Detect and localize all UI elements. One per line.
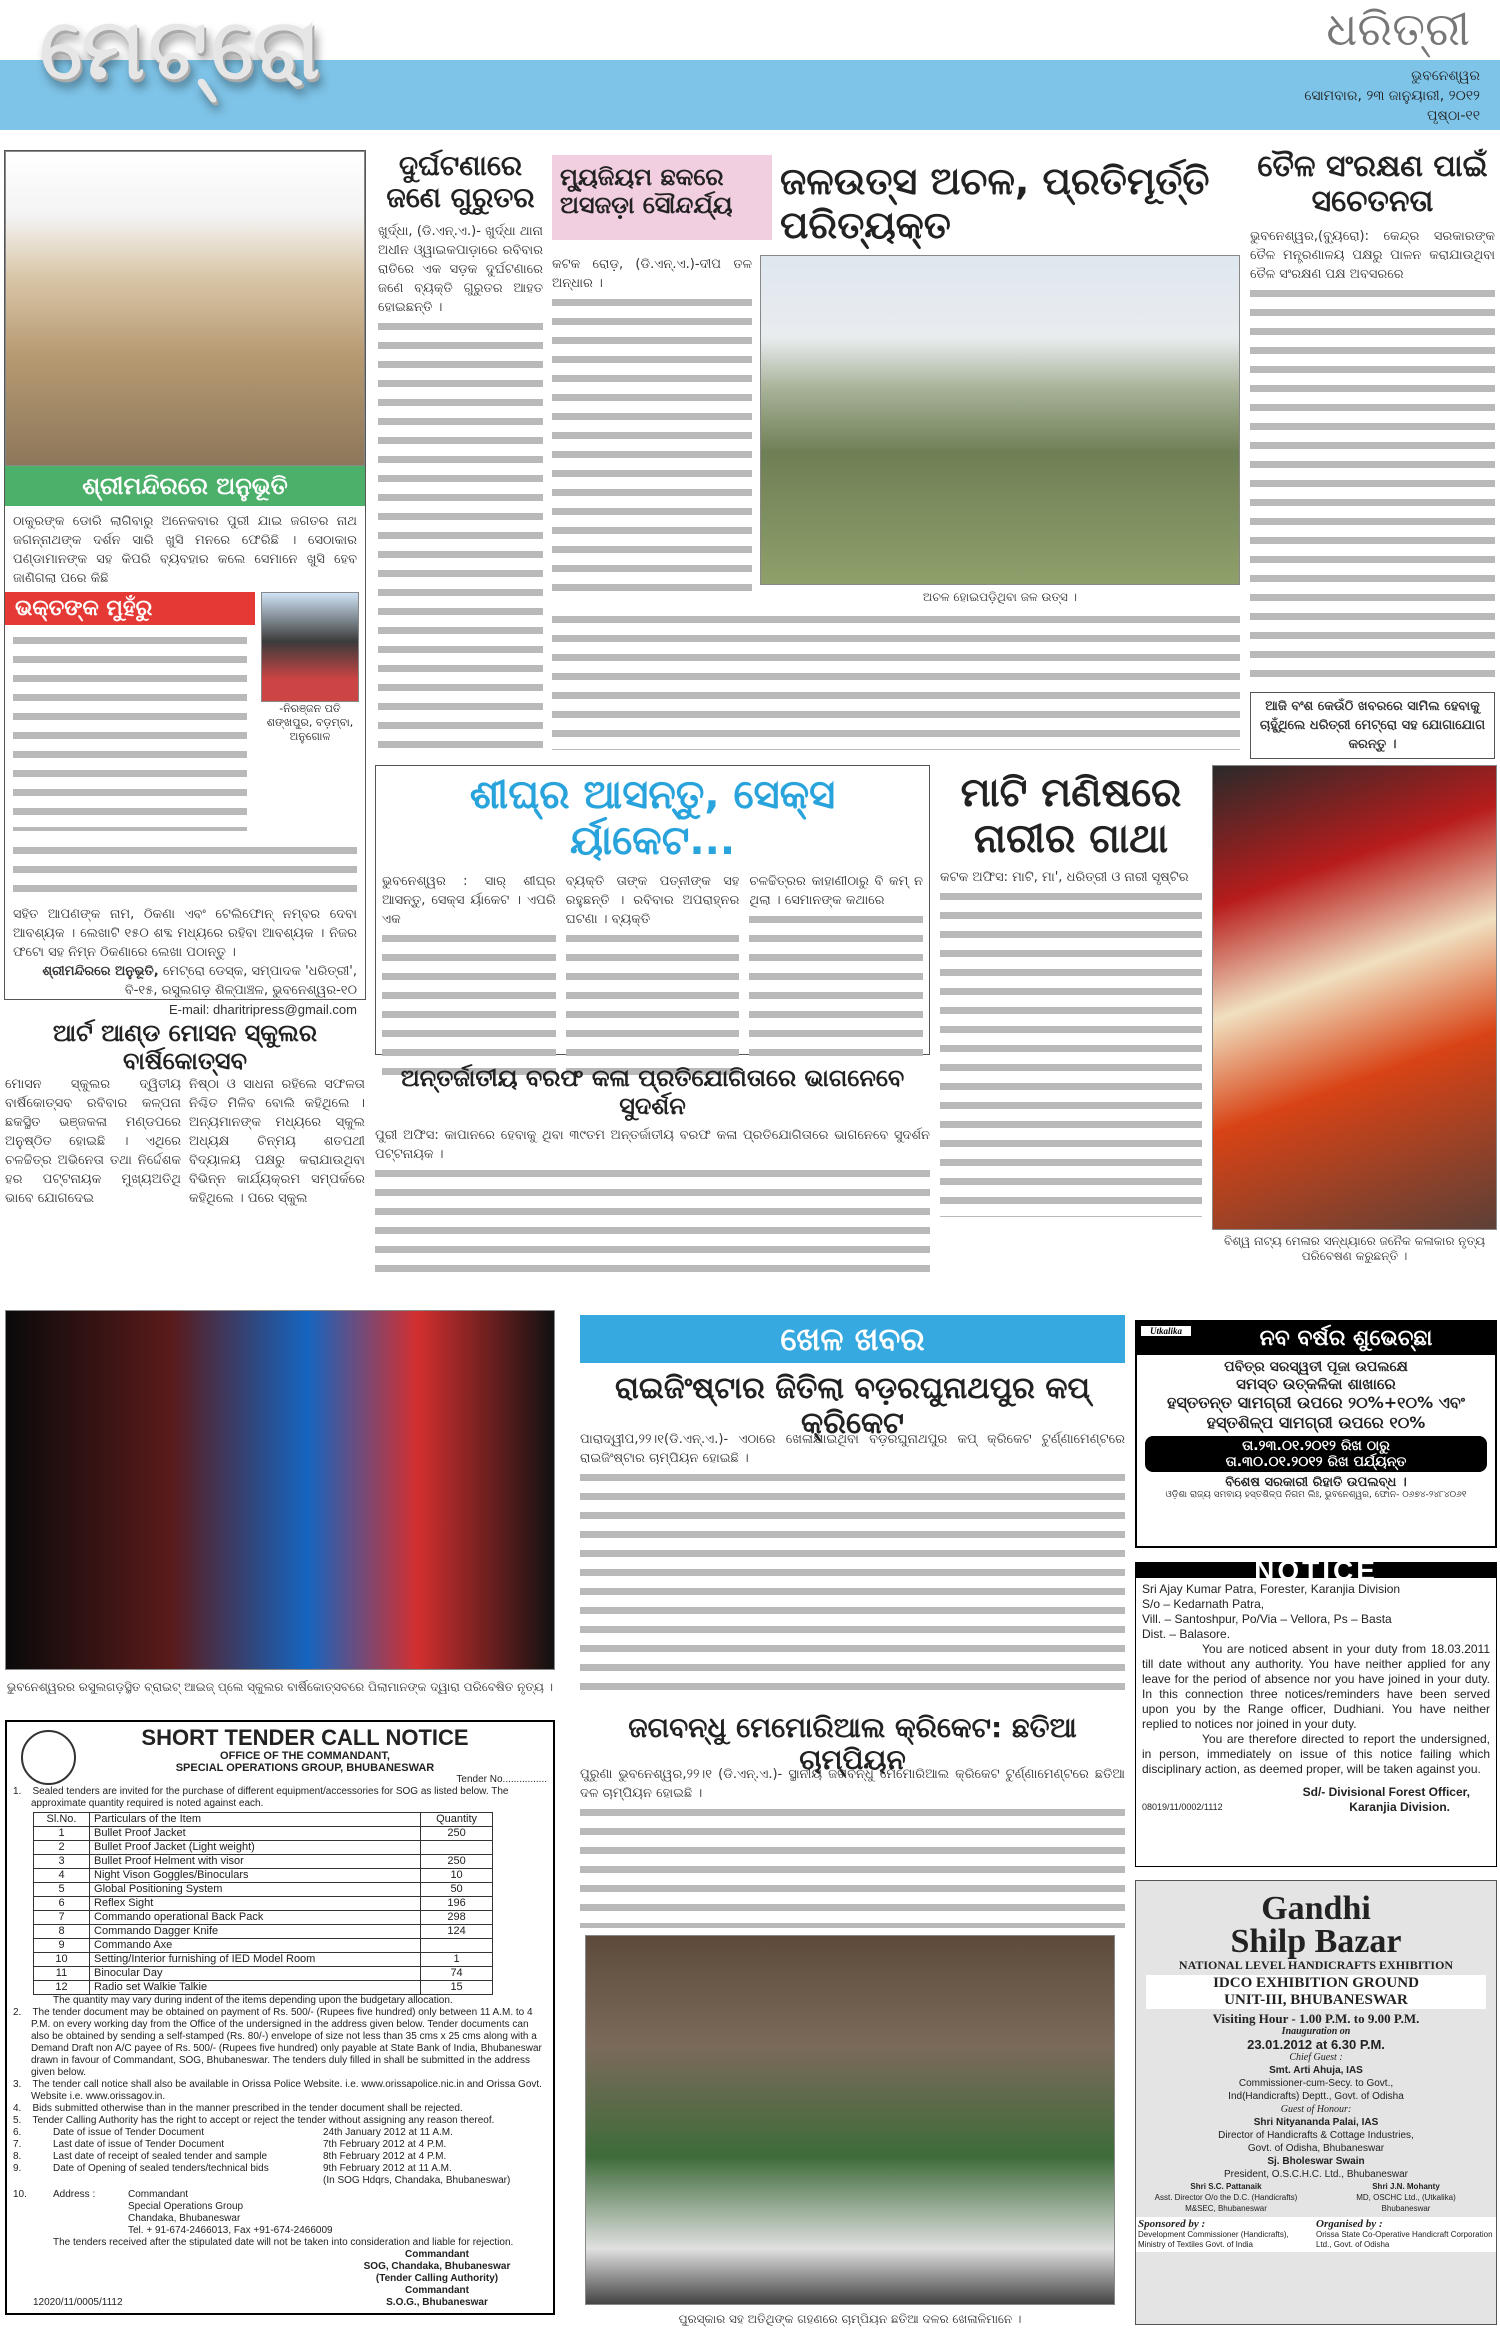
fountain-photo [760,255,1240,585]
date-label: Date of Opening of sealed tenders/technical bids [53,2163,269,2174]
address-line: Tel. + 91-674-2466013, Fax +91-674-2466009 [128,2225,333,2236]
table-cell: 7 [34,1911,90,1925]
address-line2: ବି-୧୫, ରସୁଲଗଡ଼ ଶିଳ୍ପାଞ୍ଚଳ, ଭୁବନେଶ୍ୱର-୧୦ [124,983,357,998]
school-headline: ଆର୍ଟ ଆଣ୍ଡ ମୋସନ ସ୍କୁଲର ବାର୍ଷିକୋତ୍ସବ [52,1019,318,1075]
late-note: The tenders received after the stipulated date will not be taken into consideration and liable for rejection. [53,2237,514,2248]
table-cell: 50 [421,1883,493,1897]
sports-article-1 [580,1430,1125,1698]
sports-article-2 [580,1765,1125,1928]
table-cell: 3 [34,1855,90,1869]
ad-subtitle: NATIONAL LEVEL HANDICRAFTS EXHIBITION [1178,1958,1454,1972]
photo-caption: ଅଚଳ ହୋଇପଡ଼ିଥିବା ଜଳ ଉତ୍ସ । [922,590,1078,604]
article-accident [378,150,543,757]
table-row [34,1939,493,1953]
school-caption: ଭୁବନେଶ୍ୱରର ରସୁଲଗଡ଼ସ୍ଥିତ ବ୍ରାଇଟ୍ ଆଇଜ୍ ପ୍ଲେ ସ୍କୁଲର ବାର୍ଷିକୋତ୍ସବରେ ପିଲାମାନଙ୍କ ଦ୍ୱାରା ପରିବେଷିତ ନୃତ୍ୟ । [6,1680,554,1694]
column-header: Sl.No. [34,1813,90,1827]
guest-role: Asst. Director O/o the D.C. (Handicrafts) [1154,2193,1298,2202]
table-cell: Binocular Day [90,1967,421,1981]
paper-logo: ଧରିତ୍ରୀ [1326,2,1470,56]
organiser: Orissa State Co-Operative Handicraft Corporation Ltd., Govt. of Odisha [1316,2230,1493,2249]
table-cell: Night Vison Goggles/Binoculars [90,1869,421,1883]
address-rest: ମେଟ୍ରୋ ଡେସ୍କ, ସମ୍ପାଦକ 'ଧରିତ୍ରୀ', [162,964,357,979]
table-row [34,1925,493,1939]
ad-line: ବିଶେଷ ସରକାରୀ ରିହାତି ଉପଲବ୍ଧ । [1225,1475,1407,1490]
addressee-line: Dist. – Balasore. [1142,1627,1231,1641]
guest-role: Govt. of Odisha, Bhubaneswar [1247,2143,1385,2154]
lead: କଟକ ରୋଡ଼, (ଡି.ଏନ୍.ଏ.)-ଦୀପ ତଳ ଅନ୍ଧାର । [552,257,752,291]
guest-role: Commissioner-cum-Secy. to Govt., [1238,2078,1394,2089]
address-label: Address : [53,2189,96,2200]
author-photo [261,592,359,702]
table-cell: 250 [421,1855,493,1869]
table-cell: Setting/Interior furnishing of IED Model Room [90,1953,421,1967]
headline: ମାଟି ମଣିଷରେ ନାରୀର ଗାଥା [960,770,1182,862]
headline: ଦୁର୍ଘଟଣାରେ ଜଣେ ଗୁରୁତର [386,149,535,215]
table-cell: Commando Axe [90,1939,421,1953]
table-cell: Reflex Sight [90,1897,421,1911]
table-cell: 5 [34,1883,90,1897]
body [378,317,543,757]
notice-ref: 08019/11/0002/1112 [1142,1802,1223,1812]
addressee-line: Sri Ajay Kumar Patra, Forester, Karanjia Division [1142,1582,1401,1596]
table-cell: 1 [421,1953,493,1967]
addressee-line: S/o – Kedarnath Patra, [1142,1597,1265,1611]
table-row [34,1911,493,1925]
museum-headline: ଜଳଉତ୍ସ ଅଚଳ, ପ୍ରତିମୂର୍ତ୍ତି ପରିତ୍ୟକ୍ତ [780,159,1210,247]
clause: The tender document may be obtained on payment of Rs. 500/- (Rupees five hundred) only between 11 A.M. to 4 P.M. on every working day from the Office of the undersigned in the address given below. Tender documents can also be obtained by sending a self-stamped (Rs. 80/-) envelope of size not less than 35 cms x 25 cms along with a Demand Draft non A/C payee of Rs. 500/- (Rupees five hundred) only payable at State Bank of India, Bhubaneswar drawn in favour of Commandant, SOG, Bhubaneswar. The tenders duly filled in shall be submitted in the address given below. [31,2007,542,2078]
date-row: 9. Date of Opening of sealed tenders/technical bids 9th February 2012 at 11 A.M. [13,2163,452,2174]
table-cell: Bullet Proof Jacket (Light weight) [90,1841,421,1855]
clause: Tender Calling Authority has the right to accept or reject the tender without assigning any reason thereof. [32,2115,495,2126]
date-row: 7. Last date of issue of Tender Document 7th February 2012 at 4 P.M. [13,2139,447,2150]
inaug-label: Inauguration on [1281,2026,1351,2037]
office-2: SPECIAL OPERATIONS GROUP, BHUBANESWAR [175,1762,435,1774]
table-cell: Global Positioning System [90,1883,421,1897]
utkalika-ad [1135,1320,1497,1548]
qty-note: The quantity may vary during indent of the items depending upon the budgetary allocation. [53,1995,453,2006]
headline: ଶୀଘ୍ର ଆସନ୍ତୁ, ସେକ୍ସ ର୍ୟାକେଟ... [469,772,836,864]
col-1: ମୋସନ ସ୍କୁଲର ଦ୍ୱିତୀୟ ବାର୍ଷିକୋତ୍ସବ ରବିବାର କଳ୍ପନା ଛକସ୍ଥିତ ଭଞ୍ଜକଳା ମଣ୍ଡପରେ ଅନୁଷ୍ଠିତ ହୋଇଛି । ଏଥିରେ ଚଳଚ୍ଚିତ୍ର ଅଭିନେତା ତଥା ନିର୍ଦ୍ଦେଶକ ହର ପଟ୍ଟନାୟକ ମୁଖ୍ୟଅତିଥି ଭାବେ ଯୋଗଦେଇ [5,1077,181,1206]
table-cell: 8 [34,1925,90,1939]
lead: ପୁରୀ ଅଫିସ: କାପାନରେ ହେବାକୁ ଥିବା ୩୯ତମ ଅନ୍ତର୍ଜାତୀୟ ବରଫ କଳା ପ୍ରତିଯୋଗିତାରେ ଭାଗନେବେ ସୁଦର୍ଶନ ପଟ୍ଟନାୟକ । [375,1128,930,1163]
body [580,1803,1125,1928]
table-cell: 74 [421,1967,493,1981]
table-cell: Commando Dagger Knife [90,1925,421,1939]
temple-feature [4,150,366,1017]
ad-line: ସମସ୍ତ ଉତ୍କଳିକା ଶାଖାରେ [1236,1375,1396,1393]
ad-line: ହସ୍ତଶିଳ୍ପ ସାମଗ୍ରୀ ଉପରେ ୧୦% [1206,1413,1426,1432]
addressee-line: Vill. – Santoshpur, Po/Via – Vellora, Ps – Basta [1142,1612,1392,1626]
table-header [34,1813,493,1827]
author-name: -ନିରଞ୍ଜନ ପତି [279,702,341,715]
body [552,293,752,593]
col-1-body [382,929,556,1079]
guest-role: MD, OSCHC Ltd., (Utkalika) [1356,2193,1456,2202]
lead: କଟକ ଅଫିସ: ମାଟି, ମା', ଧରିତ୍ରୀ ଓ ନାରୀ ସୃଷ୍ଟିର [940,870,1189,885]
guest-name: Sj. Bholeswar Swain [1267,2156,1365,2167]
ad-line: ପବିତ୍ର ସରସ୍ୱତୀ ପୂଜା ଉପଲକ୍ଷେ [1224,1359,1408,1375]
inaug-date: 23.01.2012 at 6.30 P.M. [1247,2037,1385,2052]
section-logo: ମେଟ୍ରୋ [40,0,324,98]
author-address: ଶଙ୍ଖପୁର, ବଡ଼ମ୍ବା, ଅନୁଗୋଳ [266,716,354,743]
date-value: 8th February 2012 at 4 P.M. [323,2151,447,2162]
gandhi-shilp-bazar-ad [1135,1880,1497,2325]
article-woman [940,770,1202,1217]
article-racket [375,765,930,1055]
table-cell: Commando operational Back Pack [90,1911,421,1925]
clause: Sealed tenders are invited for the purchase of different equipment/accessories for SOG as listed below. The approximate quantity required is noted against each. [31,1786,509,1809]
guest-name: Shri Nityananda Palai, IAS [1253,2117,1379,2128]
tender-title: SHORT TENDER CALL NOTICE [141,1725,469,1750]
signature-line: Commandant [405,2285,469,2296]
guest-name: Shri J.N. Mohanty [1372,2182,1440,2191]
label: Guest of Honour: [1280,2104,1352,2115]
notice-para: You are therefore directed to report the undersigned, in person, immediately on issue of this notice failing which disciplinary action, as deemed proper, will be taken against you. [1142,1732,1490,1776]
guest-name: Smt. Arti Ahuja, IAS [1269,2065,1363,2076]
guest-role: M&SEC, Bhubaneswar [1185,2204,1267,2213]
clause: The tender call notice shall also be available in Orissa Police Website. i.e. www.orissapolice.nic.in and Orissa Govt. Website i.e. www.orissagov.in. [31,2079,542,2102]
address-line: Special Operations Group [128,2201,244,2212]
info-box: ଆଜି ବଂଶ କେଉଁଠି ଖବରରେ ସାମିଲ ହେବାକୁ ଚାହୁଁଥିଲେ ଧରିତ୍ରୀ ମେଟ୍ରୋ ସହ ଯୋଗାଯୋଗ କରନ୍ତୁ । [1250,692,1495,759]
table-row [34,1869,493,1883]
col-2: ବ୍ୟକ୍ତି ତାଙ୍କ ପତ୍ନୀଙ୍କ ସହ ରହୁଛନ୍ତି । ରବିବାର ଅପରାହ୍ନର ଘଟଣା । ବ୍ୟକ୍ତି [565,874,740,927]
article-oil [1250,150,1495,759]
items-table [33,1812,493,1995]
museum-body-2 [552,610,1240,750]
email-link[interactable]: E-mail: dharitripress@gmail.com [168,1002,357,1017]
col-3: ଚଳଚ୍ଚିତ୍ରର କାହାଣୀଠାରୁ ବି କମ୍ ନ ଥିଲା । ସେମାନଙ୍କ କଥାରେ [749,874,924,908]
ad-line: ହସ୍ତତନ୍ତ ସାମଗ୍ରୀ ଉପରେ ୨୦%+୧୦% ଏବଂ [1167,1393,1465,1412]
table-cell: 4 [34,1869,90,1883]
guest-role: Director of Handicrafts & Cottage Industries, [1218,2130,1414,2141]
signature-line: S.O.G., Bhubaneswar [386,2297,488,2308]
table-cell: 10 [34,1953,90,1967]
table-cell: 298 [421,1911,493,1925]
police-emblem-icon [21,1730,76,1785]
tender-notice: SHORT TENDER CALL NOTICE OFFICE OF THE COMMANDANT, SPECIAL OPERATIONS GROUP, BHUBANESWAR Tender No................ 1. Sealed tenders are invited for the purchase of different equipment/accessories for SOG as listed below. The approximate quantity required is noted against each. Sl.No. Particulars of the Item Quantity 1 Bullet Proof Jacket 250 2 Bullet Proof Jacket (Light weight) 3 Bullet Proof Helment with visor 250 4 Night Vison Goggles/Binoculars 10 5 Global Positioning System 50 6 Reflex Sight 196 7 Commando operational Back Pack 298 8 Commando Dagger Knife 124 9 Commando Axe 10 Setting/Interior furnishing of IED Model Room 1 11 Binocular Day 74 12 Radio set Walkie Talkie 15 The quantity may vary during indent of the items depending upon the budgetary allocation. 2. The tender document may be obtained on payment of Rs. 500/- (Rupees five hundred) only between 11 A.M. to 4 P.M. on every working day from the Office of the undersigned in the address given below. Tender documents can also be obtained by sending a self-stamped (Rs. 80/-) envelope of size not less than 35 cms x 25 cms along with a Demand Draft non A/C payee of Rs. 500/- (Rupees five hundred) only payable at State Bank of India, Bhubaneswar drawn in favour of Commandant, SOG, Bhubaneswar. The tenders duly filled in shall be submitted in the address given below. 3. The tender call notice shall also be available in Orissa Police Website. i.e. www.orissapolice.nic.in and Orissa Govt. Website i.e. www.orissagov.in. 4. Bids submitted otherwise than in the manner prescribed in the tender document shall be rejected. 5. Tender Calling Authority has the right to accept or reject the tender without assigning any reason thereof. 6. Date of issue of Tender Document 24th January 2012 at 11 A.M. 7. Last date of issue of Tender Document 7th February 2012 at 4 P.M. 8. Last date of receipt of sealed tender and sample 8th February 2012 at 4 P.M. 9. Date of Opening of sealed tenders/technical bids 9th February 2012 at 11 A.M. (In SOG Hdqrs, Chandaka, Bhubaneswar) 10. Address : Commandant Special Operations Group Chandaka, Bhubaneswar Tel. + 91-674-2466013, Fax +91-674-2466009 The tenders received after the stipulated date will not be taken into consideration and liable for rejection. 12020/11/0005/1112 Commandant SOG, Chandaka, Bhubaneswar (Tender Calling Authority) Commandant S.O.G., Bhubaneswar [5,1720,555,2315]
table-cell: Bullet Proof Helment with visor [90,1855,421,1869]
article-ice-art [375,1065,930,1284]
ad-date-from: ତା.୨୩.୦୧.୨୦୧୨ ରିଖ ଠାରୁ [1242,1438,1390,1454]
utkalika-logo: Utkalika [1141,1326,1191,1336]
notice-signature-2: Karanjia Division. [1349,1800,1450,1814]
venue: IDCO EXHIBITION GROUND [1213,1975,1419,1991]
body [375,1164,930,1284]
table-row [34,1827,493,1841]
table-row [34,1953,493,1967]
sports-section-banner: ଖେଳ ଖବର [580,1315,1125,1363]
table-cell: 1 [34,1827,90,1841]
forest-notice [1135,1555,1497,1867]
notice-title: NOTICE [1136,1563,1496,1578]
table-cell: 250 [421,1827,493,1841]
feature-intro: ଠାକୁରଙ୍କ ଡୋରି ଲାଗିବାରୁ ଅନେକବାର ପୁରୀ ଯାଇ ଜଗତର ନାଥ ଜଗନ୍ନାଥଙ୍କ ଦର୍ଶନ ସାରି ଖୁସି ମନରେ ଫେରିଛି । ସେଠାକାର ପଣ୍ଡାମାନଙ୍କ ସହ କିପରି ବ୍ୟବହାର କଲେ ସେମାନେ ଖୁସି ହେବ ଜାଣିଗଲା ପରେ କିଛି [13,514,357,586]
sports-headline-2: ଜଗବନ୍ଧୁ ମେମୋରିଆଲ କ୍ରିକେଟ: ଛତିଆ ଚାମ୍ପିୟନ [628,1711,1077,1777]
city: ଭୁବନେଶ୍ୱର [1411,68,1480,84]
page-number: ପୃଷ୍ଠା-୧୧ [1427,108,1480,124]
sponsor: Development Commissioner (Handicrafts), Ministry of Textiles Govt. of India [1138,2230,1289,2249]
date-value: 7th February 2012 at 4 P.M. [323,2139,447,2150]
feature-body-2 [13,841,357,901]
museum-article [552,255,752,593]
table-cell: 10 [421,1869,493,1883]
guest-name: Shri S.C. Pattanaik [1190,2182,1262,2191]
table-row [34,1855,493,1869]
table-cell: 15 [421,1981,493,1995]
date-label: Last date of receipt of sealed tender and sample [53,2151,268,2162]
tender-no: Tender No................ [456,1774,547,1785]
school-article [5,1075,365,1208]
table-cell: 124 [421,1925,493,1939]
label: Sponsored by : [1138,2218,1206,2230]
table-cell: Radio set Walkie Talkie [90,1981,421,1995]
label: Chief Guest : [1289,2052,1343,2063]
table-cell: 12 [34,1981,90,1995]
body [940,887,1202,1217]
table-row [34,1897,493,1911]
table-row [34,1981,493,1995]
address-bold: ଶ୍ରୀମନ୍ଦିରରେ ଅନୁଭୂତି, [42,964,159,979]
ad-date-to: ତା.୩୦.୦୧.୨୦୧୨ ରିଖ ପର୍ଯ୍ୟନ୍ତ [1225,1454,1407,1470]
col-2-body [566,929,740,1079]
ad-title-2: Shilp Bazar [1230,1923,1402,1960]
guest-role: Ind(Handicrafts) Deptt., Govt. of Odisha [1228,2091,1404,2102]
lead: ଭୁବନେଶ୍ୱର,(ବ୍ୟୁରୋ): କେନ୍ଦ୍ର ସରକାରଙ୍କ ତୈଳ ମନ୍ତ୍ରଣାଳୟ ପକ୍ଷରୁ ପାଳନ କରାଯାଉଥିବା ତୈଳ ସଂରକ୍ଷଣ ପକ୍ଷ ଅବସରରେ [1250,229,1495,282]
tender-ref: 12020/11/0005/1112 [33,2297,123,2308]
feature-footer: ସହିତ ଆପଣଙ୍କ ନାମ, ଠିକଣା ଏବଂ ଟେଲିଫୋନ୍ ନମ୍ବର ଦେବା ଆବଶ୍ୟକ । ଲେଖାଟି ୧୫୦ ଶବ୍ଦ ମଧ୍ୟରେ ରହିବା ଆବଶ୍ୟକ । ନିଜର ଫଟୋ ସହ ନିମ୍ନ ଠିକଣାରେ ଲେଖା ପଠାନ୍ତୁ । [13,907,357,960]
dancer-caption: ବିଶ୍ୱ ନାଟ୍ୟ ମେଳାର ସନ୍ଧ୍ୟାରେ ଜନୈକ କଳାକାର ନୃତ୍ୟ ପରିବେଷଣ କରୁଛନ୍ତି । [1223,1234,1486,1263]
table-cell: 11 [34,1967,90,1981]
lead: ପାରାଦ୍ୱୀପ,୨୨।୧(ଡି.ଏନ୍.ଏ.)- ଏଠାରେ ଖେଳାଯାଇଥିବା ବଡ଼ରଘୁନାଥପୁର କପ୍ କ୍ରିକେଟ ଟୁର୍ଣ୍ଣାମେଣ୍ଟରେ ରାଇଜିଂଷ୍ଟାର ଚାମ୍ପିୟନ ହୋଇଛି । [580,1432,1125,1466]
office: OFFICE OF THE COMMANDANT, [220,1750,390,1762]
temple-photo [5,151,365,466]
col-3-body [749,910,923,1060]
date-row: 6. Date of issue of Tender Document 24th January 2012 at 11 A.M. [13,2127,453,2138]
venue-2: UNIT-III, BHUBANESWAR [1224,1992,1408,2008]
headline: ଅନ୍ତର୍ଜାତୀୟ ବରଫ କଳା ପ୍ରତିଯୋଗିତାରେ ଭାଗନେବେ ସୁଦର୍ଶନ [400,1064,905,1120]
address-line: Chandaka, Bhubaneswar [128,2213,241,2224]
venue: (In SOG Hdqrs, Chandaka, Bhubaneswar) [323,2175,511,2186]
date-value: 24th January 2012 at 11 A.M. [323,2127,453,2138]
table-cell [421,1939,493,1953]
col-1: ଭୁବନେଶ୍ୱର : ସାର୍ ଶୀଘ୍ର ଆସନ୍ତୁ, ସେକ୍ସ ର୍ୟାକେଟ । ଏପରି ଏକ [382,874,556,927]
table-row [34,1841,493,1855]
date-value: 9th February 2012 at 11 A.M. [323,2163,452,2174]
lead: ପୁରୁଣା ଭୁବନେଶ୍ୱର,୨୨।୧ (ଡି.ଏନ୍.ଏ.)- ସ୍ଥାନୀୟ ଜଗବନ୍ଧୁ ମେମୋରିଆଲ କ୍ରିକେଟ ଟୁର୍ଣ୍ଣାମେଣ୍ଟରେ ଛତିଆ ଦଳ ଚାମ୍ପିୟନ ହୋଇଛି । [580,1767,1125,1801]
body [580,1468,1125,1698]
ad-title: ନବ ବର୍ଷର ଶୁଭେଚ୍ଛା [1137,1322,1495,1355]
clause: Bids submitted otherwise than in the manner prescribed in the tender document shall be rejected. [32,2103,463,2114]
dateline [1304,66,1480,126]
feature-body [13,631,247,831]
table-cell: 6 [34,1897,90,1911]
notice-para: You are noticed absent in your duty from 18.03.2011 till date without any authority. You have neither applied for any leave for the period of absence nor you have joined in your duty. In this connection three notices/reminders have been served upon you by the Range officer, Dudhiani. You have neither replied to notices nor joined in your duty. [1142,1642,1490,1731]
cricket-caption: ପୁରସ୍କାର ସହ ଅତିଥିଙ୍କ ଗହଣରେ ଚାମ୍ପିୟନ ଛତିଆ ଦଳର ଖେଳାଳିମାନେ । [678,2312,1022,2326]
ad-footer: ଓଡ଼ିଶା ରାଜ୍ୟ ସମବାୟ ହସ୍ତଶିଳ୍ପ ନିଗମ ଲିଃ, ଭୁବନେଶ୍ୱର, ଫୋନ- ୦୬୭୪-୨୪୮୪୦୬୧ [1165,1490,1467,1500]
col-2: ନିଷ୍ଠା ଓ ସାଧନା ରହିଲେ ସଫଳତା ନିଶ୍ଚିତ ମିଳିବ ବୋଲି କହିଥିଲେ । ଅନ୍ୟମାନଙ୍କ ମଧ୍ୟରେ ସ୍କୁଲ ଅଧ୍ୟକ୍ଷ ଚିନ୍ମୟ ଶତପଥୀ ବିଦ୍ୟାଳୟ ପକ୍ଷରୁ କରାଯାଉଥିବା ବିଭିନ୍ନ କାର୍ଯ୍ୟକ୍ରମ ସମ୍ପର୍କରେ କହିଥିଲେ । ପରେ ସ୍କୁଲ [189,1077,365,1206]
guest-role: President, O.S.C.H.C. Ltd., Bhubaneswar [1224,2169,1408,2180]
date-label: Date of issue of Tender Document [53,2127,205,2138]
headline: ତୈଳ ସଂରକ୍ଷଣ ପାଇଁ ସଚେତନତା [1257,149,1488,219]
visiting-hours: Visiting Hour - 1.00 P.M. to 9.00 P.M. [1212,2011,1420,2026]
ad-title: Gandhi [1261,1890,1371,1927]
date-row: 8. Last date of receipt of sealed tender and sample 8th February 2012 at 4 P.M. [13,2151,447,2162]
label: Organised by : [1316,2218,1383,2230]
column-header: Particulars of the Item [90,1813,421,1827]
notice-signature: Sd/- Divisional Forest Officer, [1302,1785,1470,1799]
column-header: Quantity [421,1813,493,1827]
body [1250,284,1495,684]
school-photo [5,1310,555,1670]
cricket-team-photo [585,1935,1115,2305]
signature-line: Commandant [405,2249,469,2260]
date: ସୋମବାର, ୨୩ ଜାନୁୟାରୀ, ୨୦୧୨ [1304,88,1480,104]
table-row [34,1967,493,1981]
table-cell: Bullet Proof Jacket [90,1827,421,1841]
table-cell: 2 [34,1841,90,1855]
museum-kicker: ମ୍ୟୁଜିୟମ ଛକରେ ଅସଜଡ଼ା ସୌନ୍ଦର୍ଯ୍ୟ [552,155,772,240]
sports-headline-1: ରାଇଜିଂଷ୍ଟାର ଜିତିଲା ବଡ଼ରଘୁନାଥପୁର କପ୍ କ୍ରିକେଟ [615,1371,1090,1441]
table-row [34,1883,493,1897]
table-cell: 9 [34,1939,90,1953]
table-cell [421,1841,493,1855]
dancer-photo [1212,765,1497,1230]
table-cell: 196 [421,1897,493,1911]
feature-subhead: ଭକ୍ତଙ୍କ ମୁହଁରୁ [5,592,255,625]
feature-banner: ଶ୍ରୀମନ୍ଦିରରେ ଅନୁଭୂତି [5,466,365,506]
address-line: Commandant [128,2189,189,2200]
guest-role: Bhubaneswar [1381,2204,1431,2213]
date-label: Last date of issue of Tender Document [53,2139,225,2150]
lead: ଖୁର୍ଦ୍ଧା, (ଡି.ଏନ୍.ଏ.)- ଖୁର୍ଦ୍ଧା ଥାନା ଅଧୀନ ଓ୍ୱାଇକପାଡ଼ାରେ ରବିବାର ରାତିରେ ଏକ ସଡ଼କ ଦୁର୍ଘଟଣାରେ ଜଣେ ବ୍ୟକ୍ତି ଗୁରୁତର ଆହତ ହୋଇଛନ୍ତି । [378,224,543,316]
signature-line: SOG, Chandaka, Bhubaneswar [363,2261,511,2272]
signature-line: (Tender Calling Authority) [375,2273,499,2284]
